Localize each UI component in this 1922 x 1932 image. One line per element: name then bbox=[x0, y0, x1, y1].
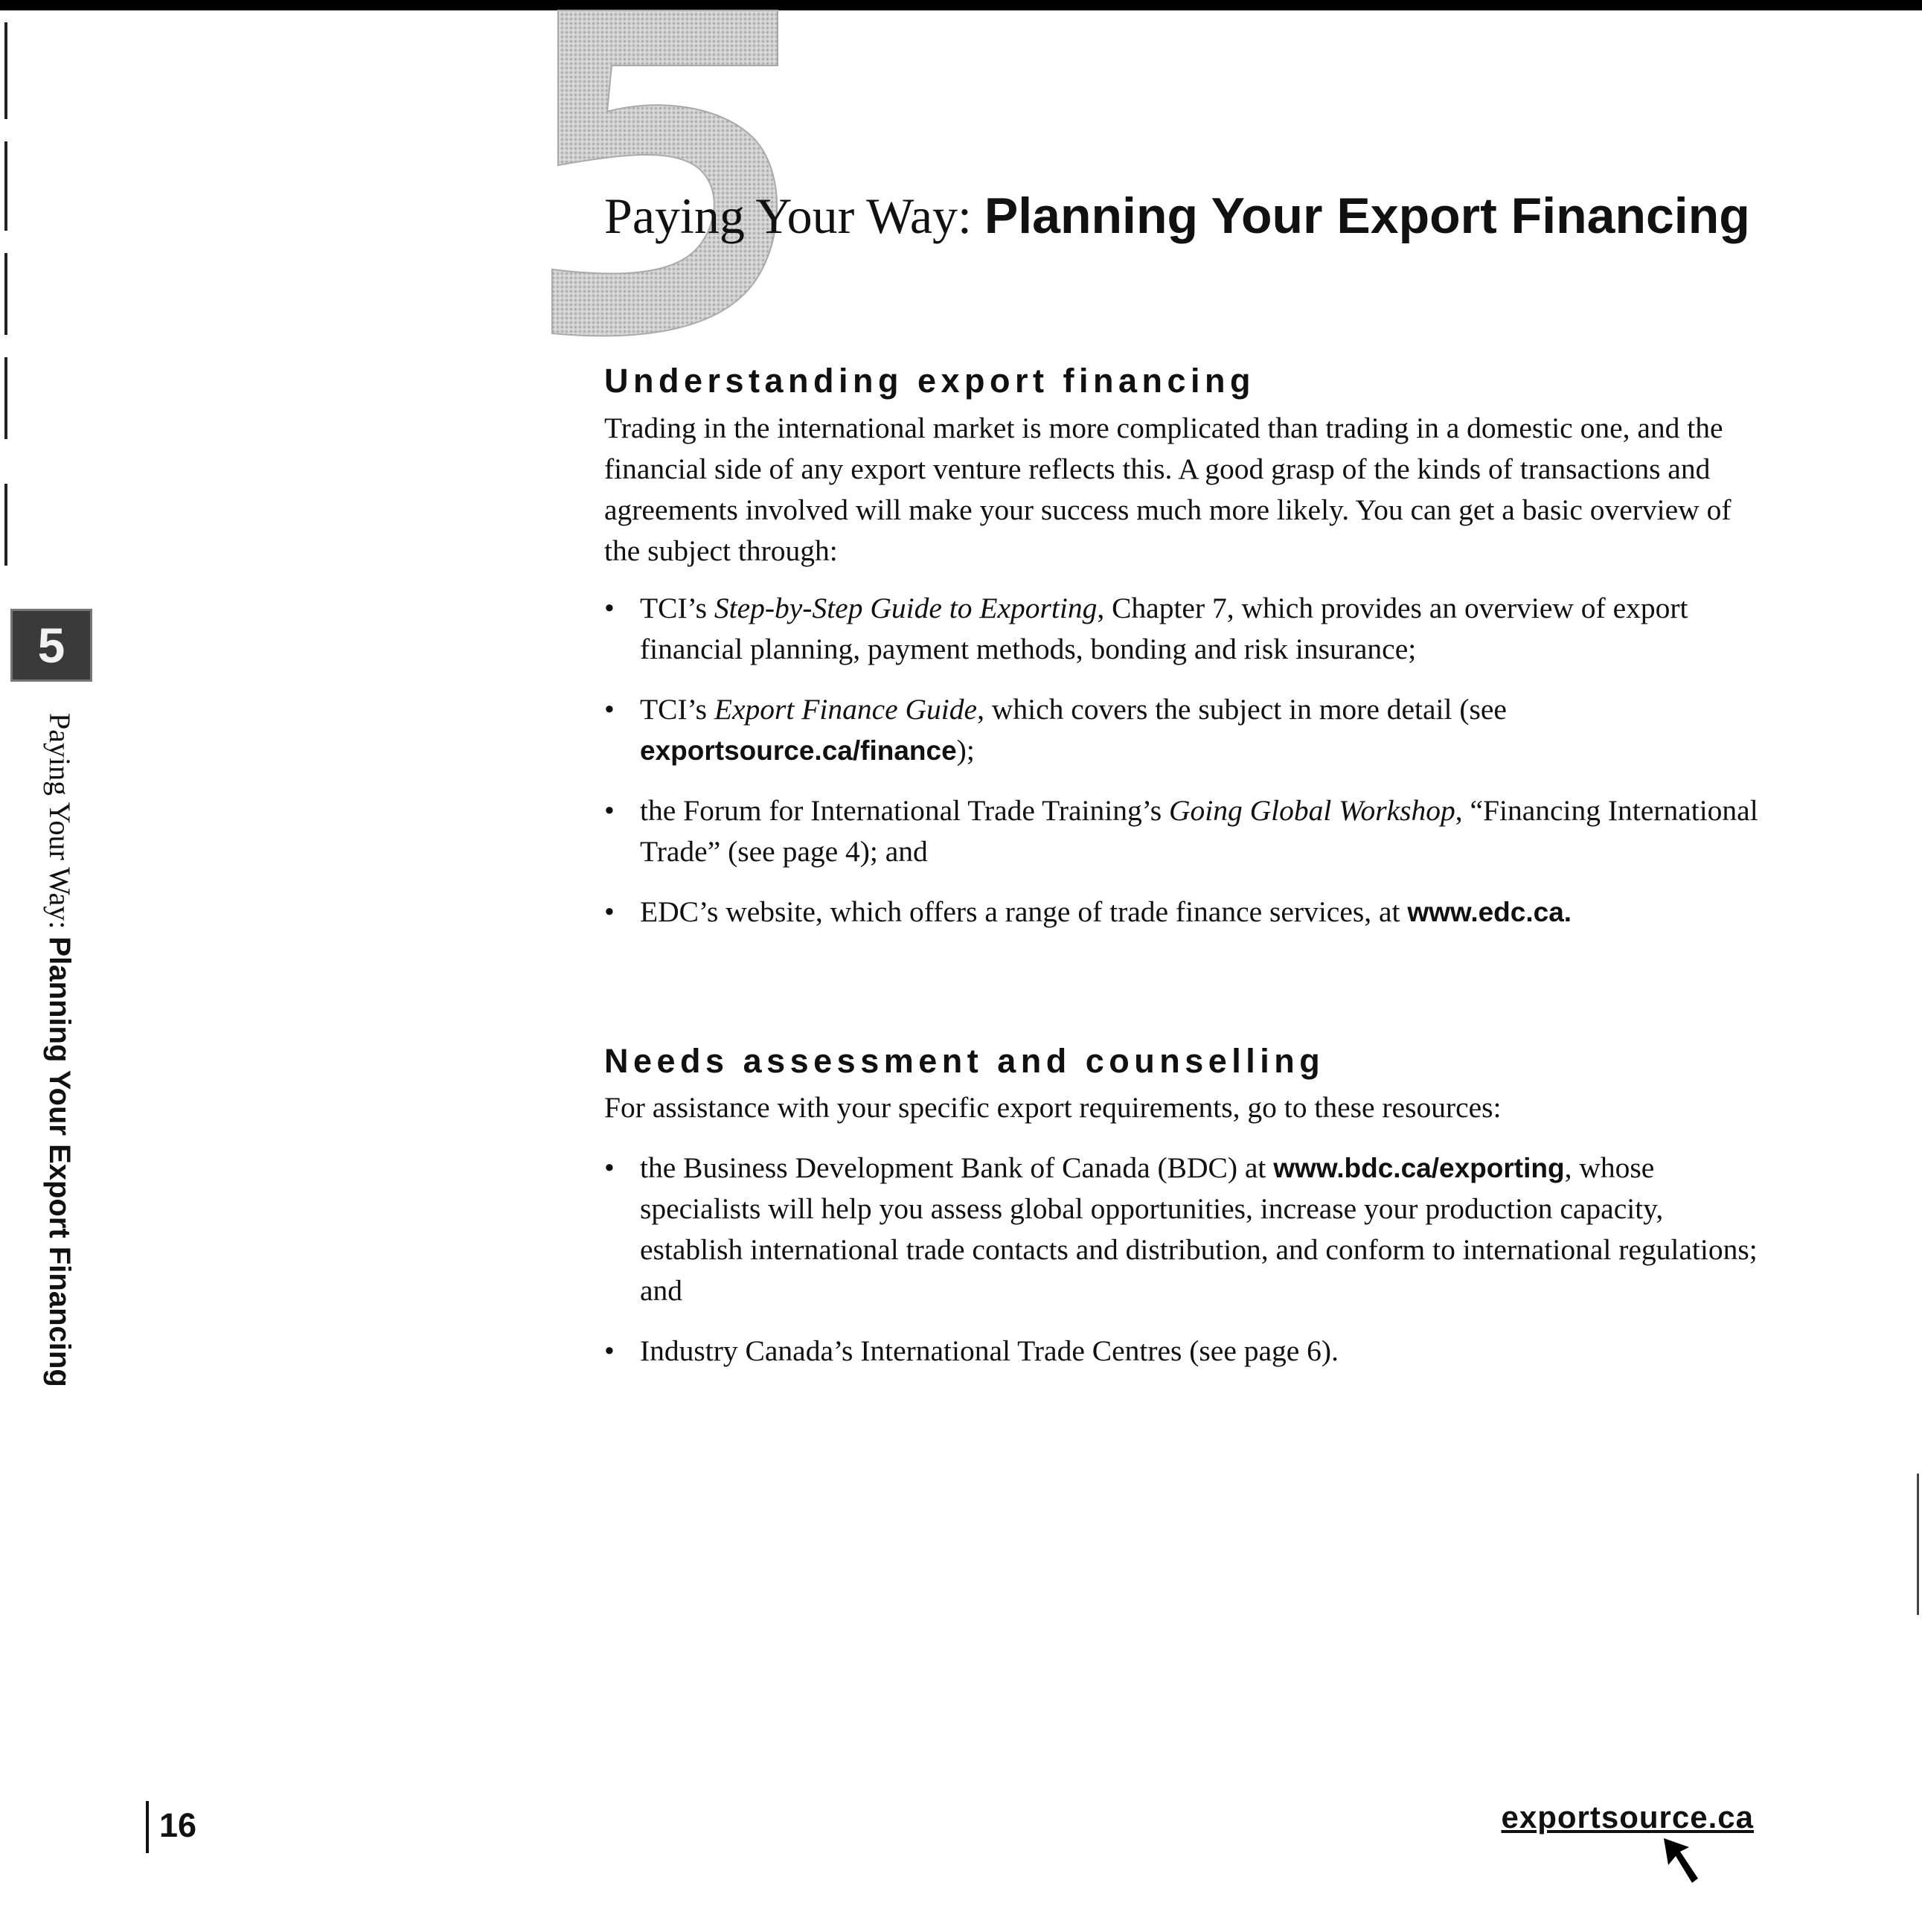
list-item-text: TCI’s bbox=[640, 592, 714, 624]
bullet-icon: • bbox=[604, 895, 615, 928]
section1-intro: Trading in the international market is more complicated than trading in a domestic one, and the financial side of any export venture reflects this. A good grasp of the kinds of transactions and agreements involved will make your success much more likely. You can get a basic overview of the subject through: bbox=[604, 412, 1732, 567]
section1-list bbox=[604, 588, 1765, 933]
sidebar-running-title bbox=[36, 713, 80, 1472]
list-item-text: ); bbox=[956, 734, 975, 767]
list-item-text: , which covers the subject in more detail (see bbox=[977, 693, 1507, 726]
chapter-numeral-graphic bbox=[543, 0, 789, 350]
list-item bbox=[604, 790, 1765, 872]
chapter-tab-number: 5 bbox=[37, 618, 65, 673]
list-item bbox=[604, 1148, 1765, 1311]
list-item-text: the Business Development Bank of Canada (BDC) at bbox=[640, 1151, 1274, 1184]
list-item bbox=[604, 689, 1765, 771]
list-item-text: , whose specialists will help you assess global opportunities, increase your production capacity, establish international trade contacts and distribution, and conform to international regulations; and bbox=[640, 1151, 1758, 1307]
chapter-title-prefix: Paying Your Way: bbox=[604, 188, 972, 244]
list-item-text: , “Financing International Trade” (see page 4); and bbox=[640, 794, 1758, 868]
page-number: 16 bbox=[146, 1801, 196, 1853]
bullet-icon: • bbox=[604, 1334, 615, 1367]
margin-line bbox=[4, 253, 7, 335]
bullet-icon: • bbox=[604, 794, 615, 827]
publication-title: Export Finance Guide bbox=[714, 693, 978, 726]
section2-list bbox=[604, 1148, 1765, 1372]
margin-line bbox=[4, 22, 7, 119]
section-heading-understanding: Understanding export financing bbox=[604, 362, 1256, 400]
list-item bbox=[604, 1331, 1765, 1372]
scan-edge bbox=[1917, 1474, 1919, 1615]
list-item-text: the Forum for International Trade Training’s bbox=[640, 794, 1169, 827]
chapter-title-main: Planning Your Export Financing bbox=[984, 188, 1750, 244]
bullet-icon: • bbox=[604, 592, 615, 624]
bullet-icon: • bbox=[604, 1151, 615, 1184]
list-item-text: EDC’s website, which offers a range of trade finance services, at bbox=[640, 895, 1408, 928]
bdc-link[interactable]: www.bdc.ca/exporting bbox=[1273, 1153, 1565, 1183]
footer-url-link[interactable]: exportsource.ca bbox=[1501, 1800, 1754, 1835]
list-item bbox=[604, 892, 1765, 933]
finance-link[interactable]: exportsource.ca/finance bbox=[640, 735, 957, 766]
chapter-title bbox=[604, 179, 1750, 253]
chapter-tab-badge bbox=[10, 609, 92, 682]
sidebar-title-prefix: Paying Your Way: bbox=[43, 713, 77, 930]
list-item-text: TCI’s bbox=[640, 693, 714, 726]
edc-link[interactable]: www.edc.ca. bbox=[1407, 897, 1572, 927]
list-item-text: Industry Canada’s International Trade Centres (see page 6). bbox=[640, 1334, 1339, 1367]
publication-title: Step-by-Step Guide to Exporting bbox=[714, 592, 1098, 624]
list-item bbox=[604, 588, 1765, 670]
top-border bbox=[0, 0, 1922, 10]
margin-line bbox=[4, 141, 7, 231]
workshop-title: Going Global Workshop bbox=[1168, 794, 1455, 827]
margin-line bbox=[4, 357, 7, 439]
sidebar-title-main: Planning Your Export Financing bbox=[43, 936, 76, 1387]
margin-line bbox=[4, 484, 7, 566]
section-heading-needs: Needs assessment and counselling bbox=[604, 1042, 1325, 1080]
section2-intro: For assistance with your specific export requirements, go to these resources: bbox=[604, 1091, 1502, 1124]
mouse-cursor-icon bbox=[1659, 1835, 1704, 1887]
bullet-icon: • bbox=[604, 693, 615, 726]
list-item-text: , Chapter 7, which provides an overview of export financial planning, payment methods, bonding and risk insurance; bbox=[640, 592, 1688, 665]
